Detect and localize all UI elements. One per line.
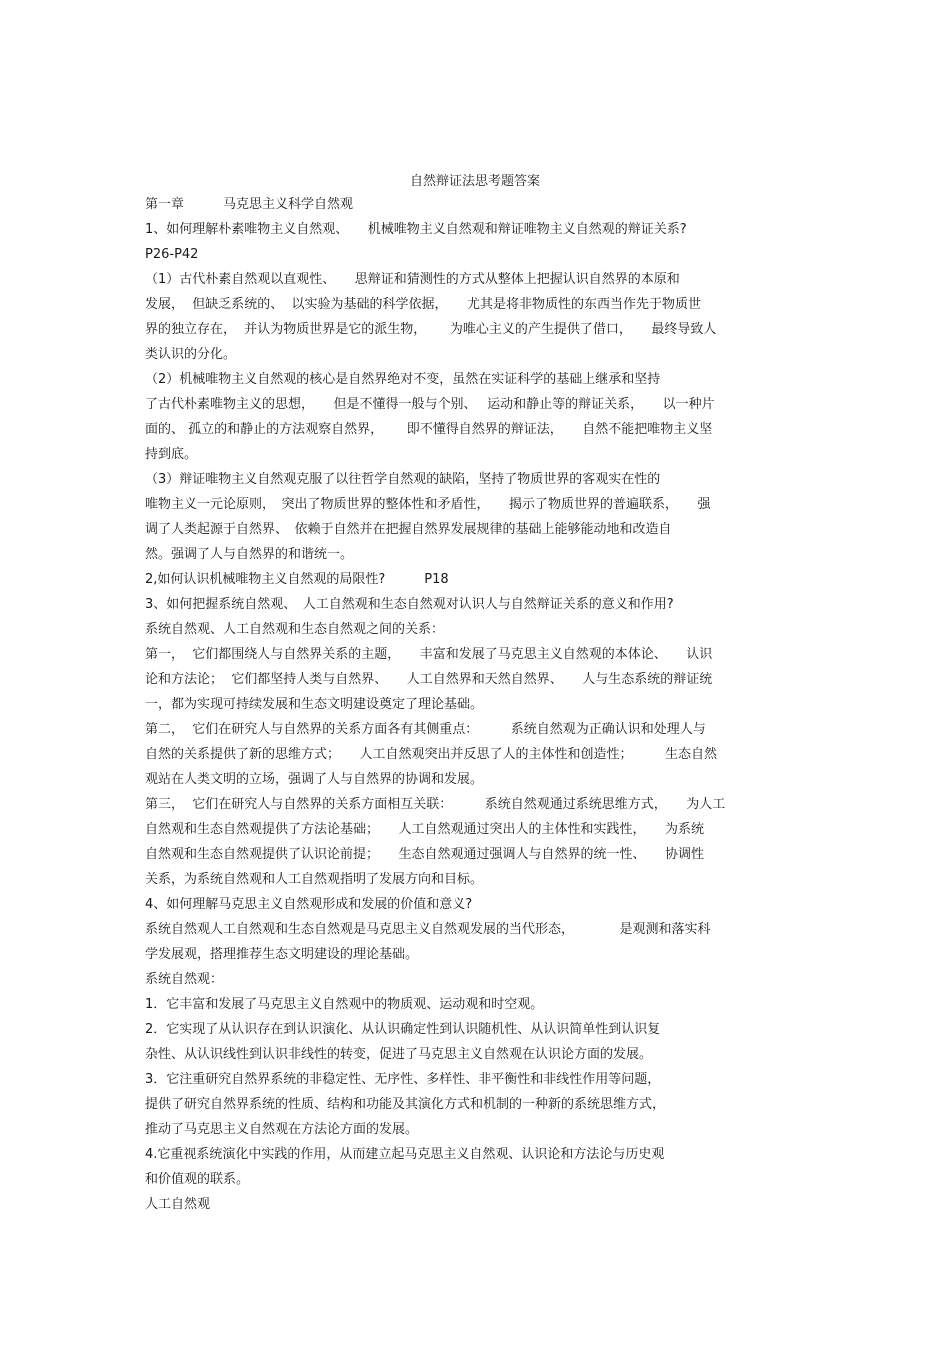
text-line: 类认识的分化。 [145, 347, 237, 362]
list-item: 4.它重视系统演化中实践的作用，从而建立起马克思主义自然观、认识论和方法论与历史观 [145, 1147, 665, 1162]
text-line: 推动了马克思主义自然观在方法论方面的发展。 [145, 1122, 419, 1137]
text-line: 自然的关系提供了新的思维方式； 人工自然观突出并反思了人的主体性和创造性； 生态自然 [145, 747, 718, 762]
text-line: 论和方法论； 它们都坚持人类与自然界、 人工自然界和天然自然界、 人与生态系统的辩证统 [145, 672, 713, 687]
text-line: 提供了研究自然界系统的性质、结构和功能及其演化方式和机制的一种新的系统思维方式， [145, 1097, 666, 1112]
page-title: 自然辩证法思考题答案 [409, 174, 540, 189]
text-line: 界的独立存在， 并认为物质世界是它的派生物， 为唯心主义的产生提供了借口， 最终导致人 [145, 322, 717, 337]
text-line: 持到底。 [145, 447, 198, 462]
text-line: 发展， 但缺乏系统的、 以实验为基础的科学依据， 尤其是将非物质性的东西当作先于物质世 [145, 297, 702, 312]
question-4: 4、如何理解马克思主义自然观形成和发展的价值和意义? [145, 897, 473, 912]
chapter-heading: 第一章 马克思主义科学自然观 [145, 197, 354, 212]
text-line: 自然观和生态自然观提供了方法论基础； 人工自然观通过突出人的主体性和实践性， 为系统 [145, 822, 705, 837]
text-line: 面的、 孤立的和静止的方法观察自然界， 即不懂得自然界的辩证法， 自然不能把唯物主义坚 [145, 422, 713, 437]
text-line: 系统自然观、人工自然观和生态自然观之间的关系： [145, 622, 445, 637]
text-line: 第一， 它们都围绕人与自然界关系的主题， 丰富和发展了马克思主义自然观的本体论、 认识 [145, 647, 713, 662]
section-heading: 人工自然观 [145, 1197, 211, 1212]
text-line: 和价值观的联系。 [145, 1172, 250, 1187]
text-line: 调了人类起源于自然界、 依赖于自然并在把握自然界发展规律的基础上能够能动地和改造自 [145, 522, 672, 537]
text-line: 第二， 它们在研究人与自然界的关系方面各有其侧重点： 系统自然观为正确认识和处理人与 [145, 722, 706, 737]
text-line: 自然观和生态自然观提供了认识论前提； 生态自然观通过强调人与自然界的统一性、 协调性 [145, 847, 705, 862]
list-item: 2．它实现了从认识存在到认识演化、从认识确定性到认识随机性、从认识简单性到认识复 [145, 1022, 661, 1037]
text-line: 了古代朴素唯物主义的思想， 但是不懂得一般与个别、 运动和静止等的辩证关系， 以一种片 [145, 397, 715, 412]
list-item: 1．它丰富和发展了马克思主义自然观中的物质观、运动观和时空观。 [145, 997, 544, 1012]
text-line: 关系，为系统自然观和人工自然观指明了发展方向和目标。 [145, 872, 484, 887]
text-line: 杂性、从认识线性到认识非线性的转变，促进了马克思主义自然观在认识论方面的发展。 [145, 1047, 653, 1062]
text-line: 第三， 它们在研究人与自然界的关系方面相互关联： 系统自然观通过系统思维方式， 为人工 [145, 797, 726, 812]
text-line: （1）古代朴素自然观以直观性、 思辩证和猜测性的方式从整体上把握认识自然界的本原和 [145, 272, 680, 287]
section-heading: 系统自然观： [145, 972, 224, 987]
page-reference: P26-P42 [145, 247, 199, 262]
text-line: （3）辩证唯物主义自然观克服了以往哲学自然观的缺陷，坚持了物质世界的客观实在性的 [145, 472, 661, 487]
text-line: 唯物主义一元论原则， 突出了物质世界的整体性和矛盾性， 揭示了物质世界的普遍联系， 强 [145, 497, 711, 512]
question-2: 2,如何认识机械唯物主义自然观的局限性? P18 [145, 572, 449, 587]
text-line: 学发展观，搭理推荐生态文明建设的理论基础。 [145, 947, 419, 962]
text-line: 一，都为实现可持续发展和生态文明建设奠定了理论基础。 [145, 697, 484, 712]
list-item: 3．它注重研究自然界系统的非稳定性、无序性、多样性、非平衡性和非线性作用等问题， [145, 1072, 661, 1087]
text-line: 系统自然观人工自然观和生态自然观是马克思主义自然观发展的当代形态， 是观测和落实科 [145, 922, 711, 937]
text-line: （2）机械唯物主义自然观的核心是自然界绝对不变，虽然在实证科学的基础上继承和坚持 [145, 372, 661, 387]
question-1: 1、如何理解朴素唯物主义自然观、 机械唯物主义自然观和辩证唯物主义自然观的辩证关系? [145, 222, 687, 237]
text-line: 观站在人类文明的立场，强调了人与自然界的协调和发展。 [145, 772, 484, 787]
text-line: 然。强调了人与自然界的和谐统一。 [145, 547, 354, 562]
question-3: 3、如何把握系统自然观、 人工自然观和生态自然观对认识人与自然辩证关系的意义和作用? [145, 597, 674, 612]
